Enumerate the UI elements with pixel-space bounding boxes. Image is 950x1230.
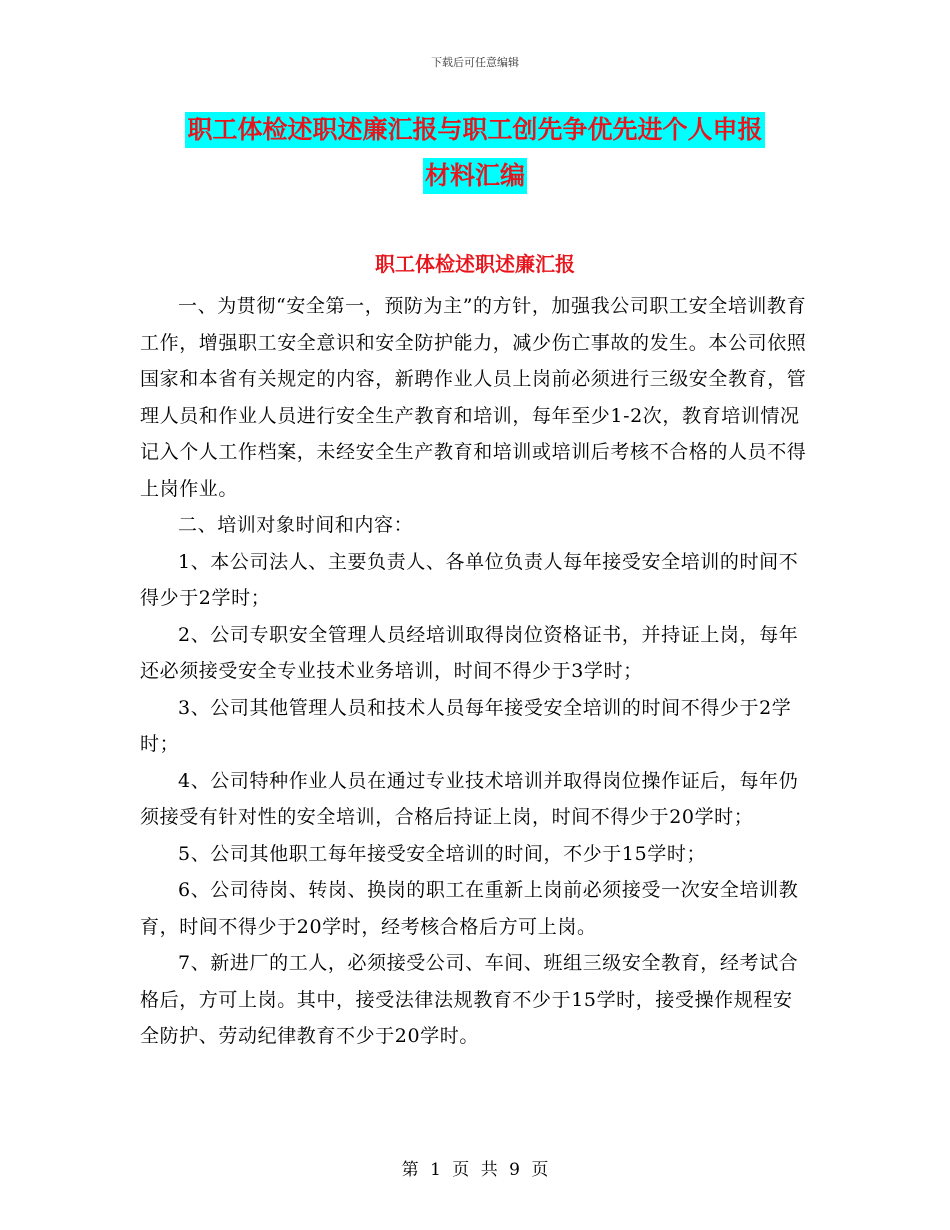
- paragraph-7: 5、公司其他职工每年接受安全培训的时间，不少于15学时；: [178, 842, 707, 865]
- section-heading: 职工体检述职述廉汇报: [375, 252, 575, 276]
- title-line-2: 材料汇编: [423, 158, 527, 194]
- paragraph-3: 1、本公司法人、主要负责人、各单位负责人每年接受安全培训的时间不得少于2学时；: [140, 550, 799, 609]
- paragraph-9: 7、新进厂的工人，必须接受公司、车间、班组三级安全教育，经考试合格后，方可上岗。其中，接受法律法规教育不少于15学时，接受操作规程安全防护、劳动纪律教育不少于20学时。: [140, 952, 799, 1047]
- document-body: [140, 288, 808, 1055]
- paragraph-8: 6、公司待岗、转岗、换岗的职工在重新上岗前必须接受一次安全培训教育，时间不得少于20学时，经考核合格后方可上岗。: [140, 879, 799, 938]
- header-note: 下载后可任意编辑: [431, 56, 519, 69]
- paragraph-2: 二、培训对象时间和内容：: [178, 514, 414, 536]
- title-line-1: 职工体检述职述廉汇报与职工创先争优先进个人申报: [185, 112, 764, 148]
- paragraph-6: 4、公司特种作业人员在通过专业技术培训并取得岗位操作证后，每年仍须接受有针对性的安全培训，合格后持证上岗，时间不得少于20学时；: [140, 769, 799, 828]
- document-title: [0, 112, 950, 194]
- page-number: 第 1 页 共 9 页: [401, 1160, 549, 1180]
- paragraph-1: 一、为贯彻“安全第一，预防为主”的方针，加强我公司职工安全培训教育工作，增强职工安全意识和安全防护能力，减少伤亡事故的发生。本公司依照国家和本省有关规定的内容，新聘作业人员上岗前必须进行三级安全教育，管理人员和作业人员进行安全生产教育和培训，每年至少1-2次，教育培训情况记入个人工作档案，未经安全生产教育和培训或培训后考核不合格的人员不得上岗作业。: [140, 295, 807, 500]
- paragraph-4: 2、公司专职安全管理人员经培训取得岗位资格证书，并持证上岗，每年还必须接受安全专业技术业务培训，时间不得少于3学时；: [140, 623, 799, 682]
- paragraph-5: 3、公司其他管理人员和技术人员每年接受安全培训的时间不得少于2学时；: [140, 696, 792, 755]
